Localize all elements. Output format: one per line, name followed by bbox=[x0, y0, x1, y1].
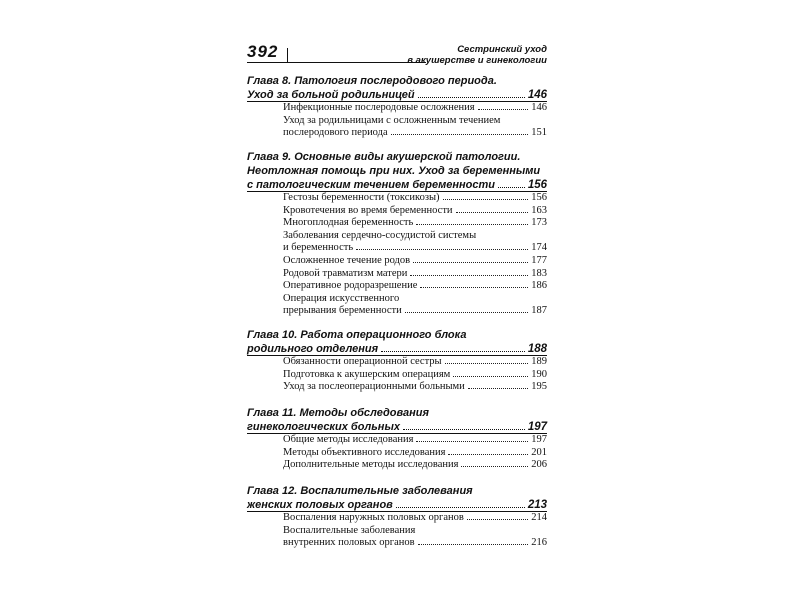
entry-title-text: Воспаления наружных половых органов bbox=[283, 512, 464, 523]
toc-entry bbox=[247, 434, 547, 447]
toc-chapter bbox=[247, 150, 547, 318]
chapter-title-last-line bbox=[247, 342, 547, 356]
dot-leader bbox=[418, 96, 525, 98]
entry-page-number: 187 bbox=[531, 305, 547, 317]
chapter-title-last-line bbox=[247, 420, 547, 434]
entry-page-number: 173 bbox=[531, 217, 547, 229]
entry-last-line bbox=[283, 512, 547, 525]
dot-leader bbox=[461, 465, 528, 467]
toc-entry bbox=[247, 525, 547, 550]
entry-title-text: Кровотечения во время беременности bbox=[283, 204, 453, 216]
entry-title-text: Уход за послеоперационными больными bbox=[283, 381, 465, 393]
chapter-title-text: гинекологических больных bbox=[247, 421, 400, 433]
chapter-page-number: 146 bbox=[527, 89, 547, 101]
entry-page-number: 174 bbox=[531, 242, 547, 254]
chapter-title-line: Глава 12. Воспалительные заболевания bbox=[247, 485, 473, 497]
running-title-line-2: в акушерстве и гинекологии bbox=[407, 55, 547, 66]
entry-title-text: Инфекционные послеродовые осложнения bbox=[283, 102, 475, 113]
chapter-title-line: Глава 10. Работа операционного блока bbox=[247, 329, 467, 341]
entry-title-text: внутренних половых органов bbox=[283, 537, 415, 549]
toc-chapter bbox=[247, 74, 547, 140]
chapter-title-line: Глава 9. Основные виды акушерской патологии. bbox=[247, 151, 521, 163]
entry-title-text: Методы объективного исследования bbox=[283, 446, 446, 458]
chapter-page-number: 197 bbox=[527, 421, 547, 433]
page-number: 392 bbox=[247, 42, 279, 61]
entry-page-number: 206 bbox=[531, 459, 547, 471]
toc-entry bbox=[247, 280, 547, 293]
toc-entry bbox=[247, 459, 547, 472]
entry-last-line bbox=[283, 356, 547, 369]
toc-entry bbox=[247, 192, 547, 205]
entry-last-line bbox=[283, 217, 547, 230]
toc-entry bbox=[247, 293, 547, 318]
entry-title-text: и беременность bbox=[283, 242, 354, 254]
chapter-title-text: с патологическим течением беременности bbox=[247, 179, 495, 191]
chapter-title-line: Неотложная помощь при них. Уход за беременными bbox=[247, 165, 541, 177]
dot-leader bbox=[416, 440, 528, 442]
entry-page-number: 214 bbox=[531, 512, 547, 523]
toc-chapter bbox=[247, 406, 547, 472]
dot-leader bbox=[498, 186, 525, 188]
entry-last-line bbox=[283, 537, 547, 550]
entry-page-number: 183 bbox=[531, 267, 547, 279]
dot-leader bbox=[418, 543, 529, 545]
dot-leader bbox=[405, 311, 529, 313]
dot-leader bbox=[416, 223, 528, 225]
entry-last-line bbox=[283, 447, 547, 460]
entry-page-number: 163 bbox=[531, 204, 547, 216]
toc-entry bbox=[247, 115, 547, 140]
entry-page-number: 186 bbox=[531, 280, 547, 292]
header-divider-tick bbox=[287, 48, 288, 62]
dot-leader bbox=[445, 362, 529, 364]
toc-entry bbox=[247, 381, 547, 394]
entry-last-line bbox=[283, 205, 547, 218]
toc-entry bbox=[247, 356, 547, 369]
book-page bbox=[247, 38, 547, 598]
toc-entry bbox=[247, 447, 547, 460]
entry-title-text: Родовой травматизм матери bbox=[283, 267, 408, 279]
entry-title-line: Операция искусственного bbox=[283, 292, 400, 304]
entry-title-text: Обязанности операционной сестры bbox=[283, 356, 442, 367]
dot-leader bbox=[403, 428, 525, 430]
dot-leader bbox=[413, 261, 528, 263]
chapter-title-line: Глава 8. Патология послеродового периода. bbox=[247, 75, 497, 87]
entry-title-text: Осложненное течение родов bbox=[283, 254, 411, 266]
dot-leader bbox=[410, 274, 528, 276]
entry-page-number: 189 bbox=[531, 356, 547, 367]
entry-last-line bbox=[283, 369, 547, 382]
entry-page-number: 156 bbox=[531, 192, 547, 203]
entry-title-text: Общие методы исследования bbox=[283, 434, 414, 445]
entry-last-line bbox=[283, 242, 547, 255]
entry-title-line: Воспалительные заболевания bbox=[283, 524, 416, 536]
entry-last-line bbox=[283, 459, 547, 472]
running-title-line-1: Сестринский уход bbox=[457, 44, 547, 55]
entry-page-number: 190 bbox=[531, 368, 547, 380]
dot-leader bbox=[396, 506, 525, 508]
dot-leader bbox=[448, 453, 528, 455]
chapter-title-text: родильного отделения bbox=[247, 343, 379, 355]
dot-leader bbox=[468, 387, 528, 389]
dot-leader bbox=[381, 350, 525, 352]
entry-last-line bbox=[283, 192, 547, 205]
entry-page-number: 151 bbox=[531, 127, 547, 139]
chapter-page-number: 188 bbox=[527, 343, 547, 355]
entry-last-line bbox=[283, 127, 547, 140]
entry-last-line bbox=[283, 305, 547, 318]
chapter-title-last-line bbox=[247, 88, 547, 102]
entry-title-text: Подготовка к акушерским операциям bbox=[283, 368, 451, 380]
toc-chapter bbox=[247, 484, 547, 550]
entry-last-line bbox=[283, 255, 547, 268]
entry-last-line bbox=[283, 102, 547, 115]
dot-leader bbox=[356, 248, 528, 250]
entry-page-number: 197 bbox=[531, 434, 547, 445]
entry-last-line bbox=[283, 434, 547, 447]
chapter-title-line: Глава 11. Методы обследования bbox=[247, 407, 429, 419]
entry-title-text: послеродового периода bbox=[283, 127, 388, 139]
dot-leader bbox=[467, 518, 528, 520]
chapter-title-last-line bbox=[247, 178, 547, 192]
entry-title-line: Уход за родильницами с осложненным течением bbox=[283, 114, 501, 126]
chapter-title-last-line bbox=[247, 498, 547, 512]
toc-entry bbox=[247, 230, 547, 255]
chapter-page-number: 156 bbox=[527, 179, 547, 191]
entry-title-text: Оперативное родоразрешение bbox=[283, 280, 418, 292]
entry-last-line bbox=[283, 268, 547, 281]
header-rule bbox=[247, 62, 426, 63]
dot-leader bbox=[453, 375, 528, 377]
entry-page-number: 146 bbox=[531, 102, 547, 113]
toc-entry bbox=[247, 512, 547, 525]
entry-page-number: 177 bbox=[531, 254, 547, 266]
entry-title-text: прерывания беременности bbox=[283, 305, 402, 317]
entry-page-number: 195 bbox=[531, 381, 547, 393]
entry-page-number: 216 bbox=[531, 537, 547, 549]
dot-leader bbox=[420, 286, 528, 288]
entry-title-line: Заболевания сердечно-сосудистой системы bbox=[283, 229, 477, 241]
toc-entry bbox=[247, 369, 547, 382]
toc-entry bbox=[247, 268, 547, 281]
entry-title-text: Гестозы беременности (токсикозы) bbox=[283, 192, 440, 203]
toc-entry bbox=[247, 217, 547, 230]
chapter-title-text: Уход за больной родильницей bbox=[247, 89, 415, 101]
toc-entry bbox=[247, 255, 547, 268]
dot-leader bbox=[443, 198, 529, 200]
chapter-page-number: 213 bbox=[527, 499, 547, 511]
entry-last-line bbox=[283, 381, 547, 394]
toc-entry bbox=[247, 102, 547, 115]
dot-leader bbox=[478, 108, 529, 110]
entry-page-number: 201 bbox=[531, 446, 547, 458]
entry-title-text: Многоплодная беременность bbox=[283, 217, 414, 229]
entry-title-text: Дополнительные методы исследования bbox=[283, 459, 459, 471]
toc-chapter bbox=[247, 328, 547, 394]
dot-leader bbox=[391, 133, 529, 135]
entry-last-line bbox=[283, 280, 547, 293]
chapter-title-text: женских половых органов bbox=[247, 499, 393, 511]
toc-entry bbox=[247, 205, 547, 218]
running-title bbox=[407, 44, 547, 66]
dot-leader bbox=[456, 211, 529, 213]
